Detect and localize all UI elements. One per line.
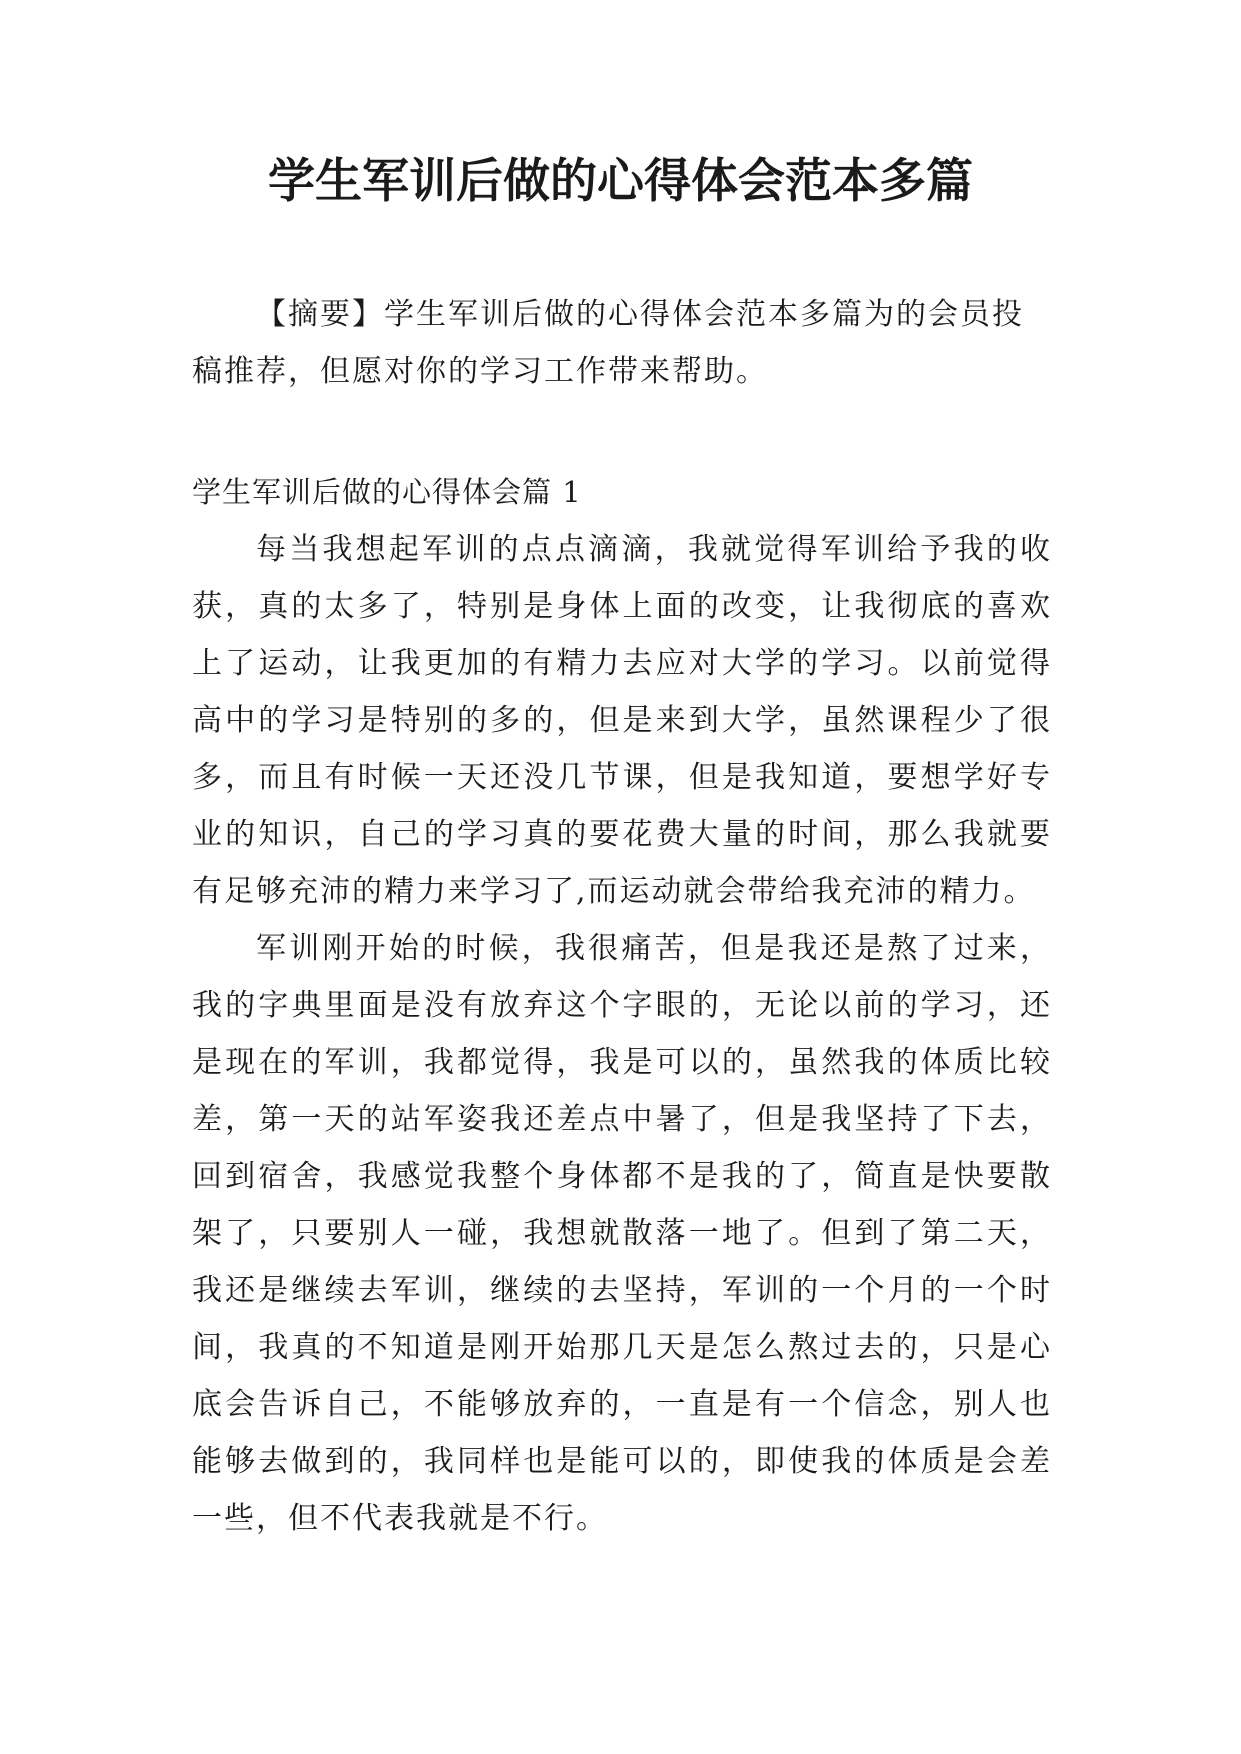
article-section (192, 464, 1052, 1547)
document-title: 学生军训后做的心得体会范本多篇 (268, 154, 973, 209)
body-paragraph: 每当我想起军训的点点滴滴，我就觉得军训给予我的收获，真的太多了，特别是身体上面的改变，让我彻底的喜欢上了运动，让我更加的有精力去应对大学的学习。以前觉得高中的学习是特别的多的，但是来到大学，虽然课程少了很多，而且有时候一天还没几节课，但是我知道，要想学好专业的知识，自己的学习真的要花费大量的时间，那么我就要有足够充沛的精力来学习了,而运动就会带给我充沛的精力。 (192, 532, 1052, 909)
abstract-paragraph: 【摘要】学生军训后做的心得体会范本多篇为的会员投稿推荐，但愿对你的学习工作带来帮助。 (192, 297, 1024, 389)
section-heading: 学生军训后做的心得体会篇 1 (192, 475, 582, 509)
body-paragraph: 军训刚开始的时候，我很痛苦，但是我还是熬了过来，我的字典里面是没有放弃这个字眼的，无论以前的学习，还是现在的军训，我都觉得，我是可以的，虽然我的体质比较差，第一天的站军姿我还差点中暑了，但是我坚持了下去，回到宿舍，我感觉我整个身体都不是我的了，简直是快要散架了，只要别人一碰，我想就散落一地了。但到了第二天，我还是继续去军训，继续的去坚持，军训的一个月的一个时间，我真的不知道是刚开始那几天是怎么熬过去的，只是心底会告诉自己，不能够放弃的，一直是有一个信念，别人也能够去做到的，我同样也是能可以的，即使我的体质是会差一些，但不代表我就是不行。 (192, 931, 1052, 1536)
